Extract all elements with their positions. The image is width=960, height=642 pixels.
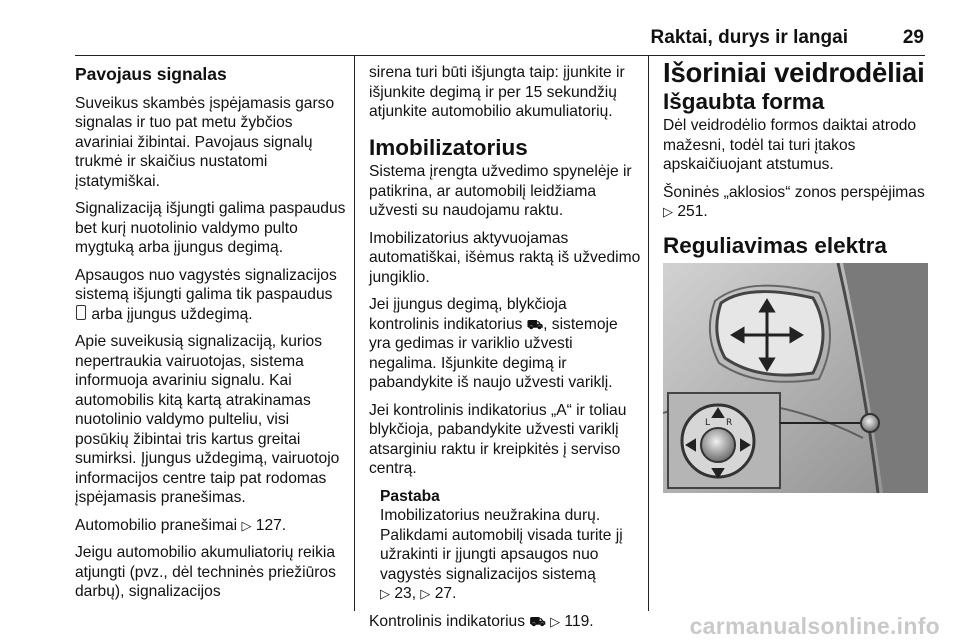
text: arba įjungus uždegimą. [91,305,253,323]
paragraph: Dėl veidrodėlio formos daiktai atrodo mažesni, todėl tai turi įtakos apskaičiuojant atstumus. [663,117,917,173]
page-ref: 27. [434,585,457,602]
page-number: 29 [902,27,924,48]
section-title: Raktai, durys ir langai [650,27,848,48]
text: , sistemoje yra gedimas ir variklio užvesti negalima. Išjunkite degimą ir pabandykite iš naujo užvesti variklį. [369,315,618,391]
paragraph: Signalizaciją išjungti galima paspaudus bet kurį nuotolinio valdymo pulto mygtuką arba įjungus degimą. [75,200,346,256]
text: Šoninės „aklosios“ zonos perspėjimas [663,183,925,201]
key-unlock-icon [76,305,86,320]
text: Kontrolinis indikatorius [369,612,526,630]
paragraph [75,516,347,536]
column-3 [663,57,928,493]
page-ref: 23, [394,585,417,602]
column-divider [648,56,649,611]
mirror-adjustment-figure [663,263,928,493]
page-ref-arrow-icon: ▷ [550,613,561,629]
watermark-text: carmanualsonline.info [689,613,940,639]
paragraph [369,612,641,632]
svg-text:R: R [726,418,733,428]
paragraph: Jei kontrolinis indikatorius „A“ ir toliau blykčioja, pabandykite užvesti variklį atsarginiu raktu ir kreipkitės į serviso centrą. [369,401,627,477]
page-ref-arrow-icon: ▷ [420,586,431,601]
text: Automobilio pranešimai [75,516,238,534]
page-header [0,27,960,53]
page-ref: 251. [677,203,708,220]
page-ref: 119. [564,612,594,630]
text: Apsaugos nuo vagystės signalizacijos sistemą išjungti galima tik paspaudus [75,266,337,303]
column-2 [369,63,641,639]
header-rule [75,55,925,56]
immobilizer-indicator-icon: ⛟ [526,316,544,332]
heading-isoriniai-veidrodeliai: Išoriniai veidrodėliai [663,57,925,88]
column-1 [75,60,347,610]
heading-reguliavimas-elektra: Reguliavimas elektra [663,232,887,258]
text: Imobilizatorius neužrakina durų. Palikdami automobilį visada turite jį užrakinti ir įjungti apsaugos nuo vagystės signalizacijos sistemą [380,507,623,583]
paragraph: Sistema įrengta užvedimo spynelėje ir patikrina, ar automobilį leidžiama užvesti su naudojamu raktu. [369,163,632,219]
paragraph [369,295,641,393]
column-divider [354,56,355,611]
note-title: Pastaba [380,487,440,505]
page-ref-arrow-icon: ▷ [380,586,390,601]
immobilizer-indicator-icon: ⛟ [529,613,546,629]
heading-pavojaus-signalas: Pavojaus signalas [75,64,227,84]
paragraph: sirena turi būti išjungta taip: įjunkite ir išjunkite degimą ir per 15 sekundžių atjunkite automobilio akumuliatorių. [369,64,625,120]
page-ref-arrow-icon: ▷ [241,517,252,533]
paragraph: Apie suveikusią signalizaciją, kurios nepertraukia vairuotojas, sistema informuoja avariniu signalu. Kai automobilis kitą kartą atrakinamas nuotolinio valdymo pulteliu, visi posūkių žibintai tris kartus greitai sumirksi. Įjungus uždegimą, vairuotojo informacijos centre taip pat rodomas įspėjamasis pranešimas. [75,333,340,506]
paragraph [75,266,347,325]
mirror-adjustment-illustration [663,263,928,493]
paragraph [663,183,928,222]
svg-text:L: L [705,418,711,428]
text: Jei įjungus degimą, blykčioja kontrolinis indikatorius [369,296,567,333]
page-ref: 127. [255,516,287,534]
note-text [380,506,641,604]
note-box [369,487,641,604]
paragraph: Jeigu automobilio akumuliatorių reikia atjungti (pvz., dėl techninės priežiūros darbų), signalizacijos [75,544,336,600]
heading-imobilizatorius: Imobilizatorius [369,134,528,160]
page-ref-arrow-icon: ▷ [663,204,673,219]
paragraph: Suveikus skambės įspėjamasis garso signalas ir tuo pat metu žybčios avariniai žibintai. Pavojaus signalų trukmė ir skaičius nustatomi įstatymiškai. [75,94,335,190]
heading-isgaubta-forma: Išgaubta forma [663,88,825,114]
paragraph: Imobilizatorius aktyvuojamas automatiškai, išėmus raktą iš užvedimo jungiklio. [369,229,641,286]
